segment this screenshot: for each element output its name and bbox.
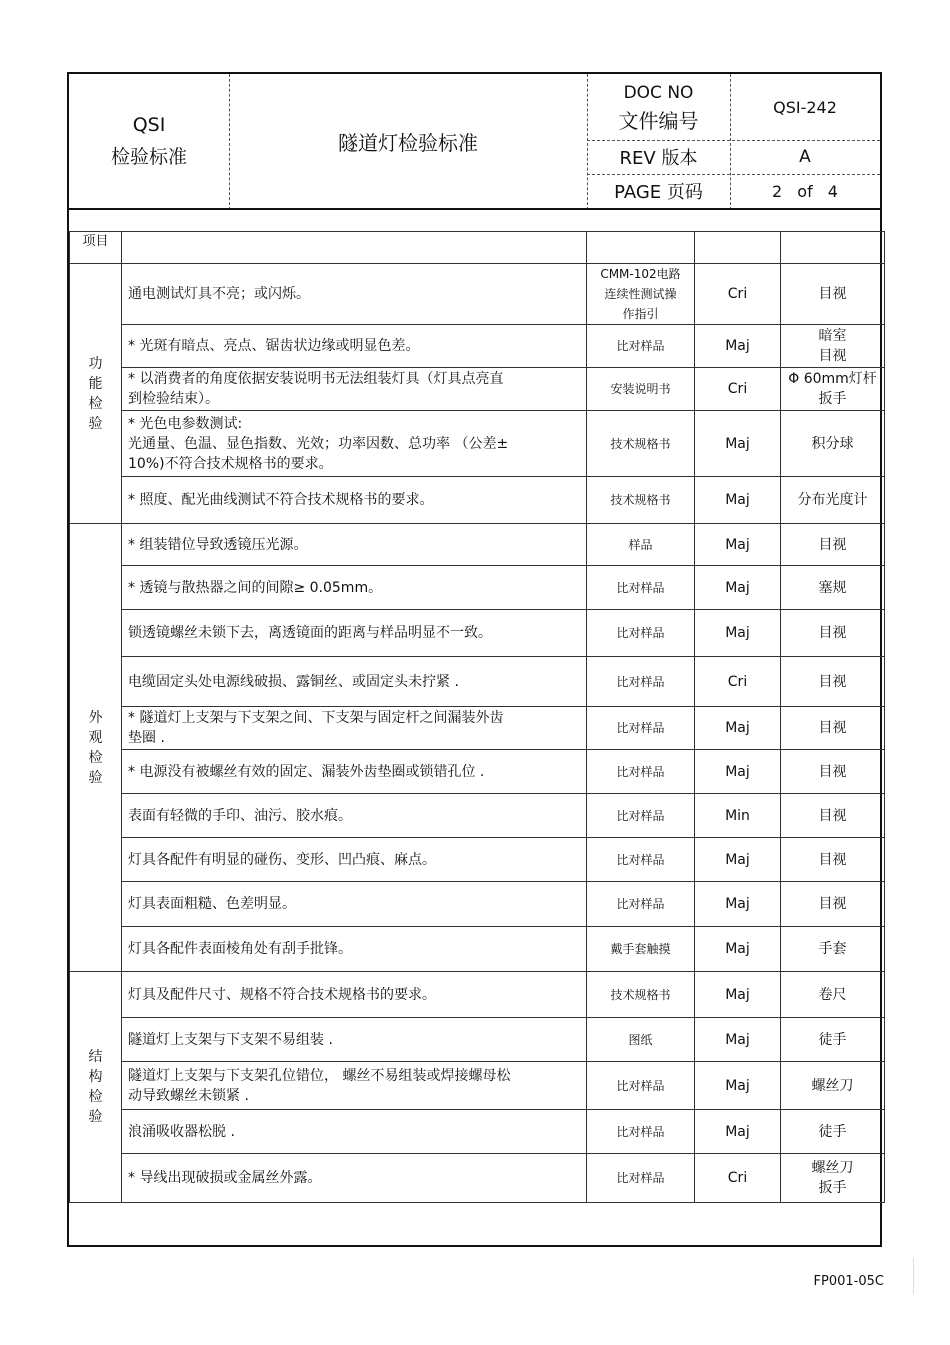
- severity-cell: Maj: [695, 610, 781, 657]
- footer-code: FP001-05C: [813, 1274, 884, 1289]
- tool-cell: 分布光度计: [781, 477, 885, 524]
- document-frame: [67, 72, 882, 1247]
- table-header-row: [70, 232, 885, 264]
- tool-cell: 徒手: [781, 1018, 885, 1062]
- table-row: [70, 838, 885, 882]
- tool-cell: 暗室 目视: [781, 325, 885, 368]
- description-cell: * 导线出现破损或金属丝外露。: [122, 1154, 587, 1203]
- table-row: [70, 368, 885, 411]
- severity-cell: Maj: [695, 566, 781, 610]
- column-header-empty: [587, 232, 695, 264]
- table-row: [70, 882, 885, 927]
- table-row: [70, 566, 885, 610]
- document-title: 隧道灯检验标准: [338, 130, 478, 155]
- column-header-empty: [695, 232, 781, 264]
- method-cell: 戴手套触摸: [587, 927, 695, 972]
- method-cell: 比对样品: [587, 610, 695, 657]
- org-block: [69, 74, 229, 208]
- doc-no-label: [587, 74, 730, 140]
- page-value: 2 of 4: [772, 181, 838, 201]
- tool-cell: 螺丝刀 扳手: [781, 1154, 885, 1203]
- description-cell: 浪涌吸收器松脱 .: [122, 1110, 587, 1154]
- description-cell: * 隧道灯上支架与下支架之间、下支架与固定杆之间漏装外齿 垫圈 .: [122, 707, 587, 750]
- method-cell: 样品: [587, 524, 695, 566]
- table-row: [70, 1110, 885, 1154]
- table-row: [70, 657, 885, 707]
- category-cell: 外 观 检 验: [70, 524, 122, 972]
- description-cell: 隧道灯上支架与下支架孔位错位， 螺丝不易组装或焊接螺母松 动导致螺丝未锁紧 .: [122, 1062, 587, 1110]
- method-cell: 比对样品: [587, 566, 695, 610]
- tool-cell: 积分球: [781, 411, 885, 477]
- tool-cell: 目视: [781, 794, 885, 838]
- severity-cell: Maj: [695, 838, 781, 882]
- method-cell: 比对样品: [587, 838, 695, 882]
- description-cell: * 组装错位导致透镜压光源。: [122, 524, 587, 566]
- description-cell: 隧道灯上支架与下支架不易组装 .: [122, 1018, 587, 1062]
- table-row: [70, 610, 885, 657]
- description-cell: * 照度、配光曲线测试不符合技术规格书的要求。: [122, 477, 587, 524]
- severity-cell: Maj: [695, 707, 781, 750]
- tool-cell: 目视: [781, 264, 885, 325]
- severity-cell: Maj: [695, 750, 781, 794]
- table-row: [70, 972, 885, 1018]
- table-row: [70, 750, 885, 794]
- description-cell: 灯具表面粗糙、色差明显。: [122, 882, 587, 927]
- method-cell: 比对样品: [587, 707, 695, 750]
- column-header-item: 项目: [70, 232, 122, 264]
- description-cell: * 光斑有暗点、亮点、锯齿状边缘或明显色差。: [122, 325, 587, 368]
- method-cell: 技术规格书: [587, 477, 695, 524]
- tool-cell: 手套: [781, 927, 885, 972]
- severity-cell: Cri: [695, 264, 781, 325]
- method-cell: 安装说明书: [587, 368, 695, 411]
- rev-value: A: [799, 147, 811, 167]
- description-cell: * 光色电参数测试: 光通量、色温、显色指数、光效；功率因数、总功率 （公差± 10%)不符合技术规格书的要求。: [122, 411, 587, 477]
- table-row: [70, 794, 885, 838]
- description-cell: 灯具及配件尺寸、规格不符合技术规格书的要求。: [122, 972, 587, 1018]
- severity-cell: Maj: [695, 325, 781, 368]
- tool-cell: 目视: [781, 610, 885, 657]
- severity-cell: Cri: [695, 368, 781, 411]
- severity-cell: Maj: [695, 1110, 781, 1154]
- description-cell: * 以消费者的角度依据安装说明书无法组装灯具（灯具点亮直 到检验结束）。: [122, 368, 587, 411]
- table-row: [70, 325, 885, 368]
- severity-cell: Maj: [695, 1062, 781, 1110]
- method-cell: 技术规格书: [587, 972, 695, 1018]
- org-subtitle: 检验标准: [110, 146, 187, 168]
- table-row: [70, 524, 885, 566]
- inspection-table: [69, 231, 885, 1203]
- tool-cell: 螺丝刀: [781, 1062, 885, 1110]
- method-cell: 图纸: [587, 1018, 695, 1062]
- method-cell: 比对样品: [587, 657, 695, 707]
- description-cell: 锁透镜螺丝未锁下去，离透镜面的距离与样品明显不一致。: [122, 610, 587, 657]
- severity-cell: Maj: [695, 524, 781, 566]
- tool-cell: 目视: [781, 838, 885, 882]
- severity-cell: Maj: [695, 882, 781, 927]
- description-cell: 表面有轻微的手印、油污、胶水痕。: [122, 794, 587, 838]
- description-cell: * 透镜与散热器之间的间隙≥ 0.05mm。: [122, 566, 587, 610]
- severity-cell: Maj: [695, 411, 781, 477]
- method-cell: 技术规格书: [587, 411, 695, 477]
- tool-cell: 目视: [781, 524, 885, 566]
- method-cell: 比对样品: [587, 882, 695, 927]
- severity-cell: Cri: [695, 1154, 781, 1203]
- table-row: [70, 411, 885, 477]
- table-row: [70, 927, 885, 972]
- table-row: [70, 1018, 885, 1062]
- table-row: [70, 264, 885, 325]
- method-cell: 比对样品: [587, 325, 695, 368]
- tool-cell: 目视: [781, 750, 885, 794]
- description-cell: 灯具各配件表面棱角处有刮手批锋。: [122, 927, 587, 972]
- method-cell: CMM-102电路 连续性测试操 作指引: [587, 264, 695, 325]
- severity-cell: Maj: [695, 927, 781, 972]
- description-cell: * 电源没有被螺丝有效的固定、漏装外齿垫圈或锁错孔位 .: [122, 750, 587, 794]
- tool-cell: Φ 60mm灯杆 扳手: [781, 368, 885, 411]
- doc-no-label-en: DOC NO: [623, 83, 694, 103]
- severity-cell: Maj: [695, 1018, 781, 1062]
- method-cell: 比对样品: [587, 794, 695, 838]
- tool-cell: 卷尺: [781, 972, 885, 1018]
- page-label: PAGE 页码: [614, 182, 703, 203]
- severity-cell: Maj: [695, 477, 781, 524]
- description-cell: 通电测试灯具不亮；或闪烁。: [122, 264, 587, 325]
- severity-cell: Min: [695, 794, 781, 838]
- category-cell: 结 构 检 验: [70, 972, 122, 1203]
- description-cell: 灯具各配件有明显的碰伤、变形、凹凸痕、麻点。: [122, 838, 587, 882]
- table-row: [70, 1062, 885, 1110]
- doc-no-label-cn: 文件编号: [618, 109, 699, 133]
- column-header-empty: [781, 232, 885, 264]
- method-cell: 比对样品: [587, 1062, 695, 1110]
- column-header-empty: [122, 232, 587, 264]
- method-cell: 比对样品: [587, 1154, 695, 1203]
- tool-cell: 塞规: [781, 566, 885, 610]
- tool-cell: 目视: [781, 657, 885, 707]
- table-row: [70, 707, 885, 750]
- table-row: [70, 477, 885, 524]
- severity-cell: Cri: [695, 657, 781, 707]
- table-row: [70, 1154, 885, 1203]
- rev-label: REV 版本: [619, 148, 698, 169]
- description-cell: 电缆固定头处电源线破损、露铜丝、或固定头未拧紧 .: [122, 657, 587, 707]
- severity-cell: Maj: [695, 972, 781, 1018]
- document-header: [69, 74, 880, 210]
- org-name: QSI: [132, 114, 166, 136]
- category-cell: 功 能 检 验: [70, 264, 122, 524]
- tool-cell: 徒手: [781, 1110, 885, 1154]
- tool-cell: 目视: [781, 707, 885, 750]
- method-cell: 比对样品: [587, 750, 695, 794]
- method-cell: 比对样品: [587, 1110, 695, 1154]
- tool-cell: 目视: [781, 882, 885, 927]
- doc-no-value: QSI-242: [773, 97, 837, 117]
